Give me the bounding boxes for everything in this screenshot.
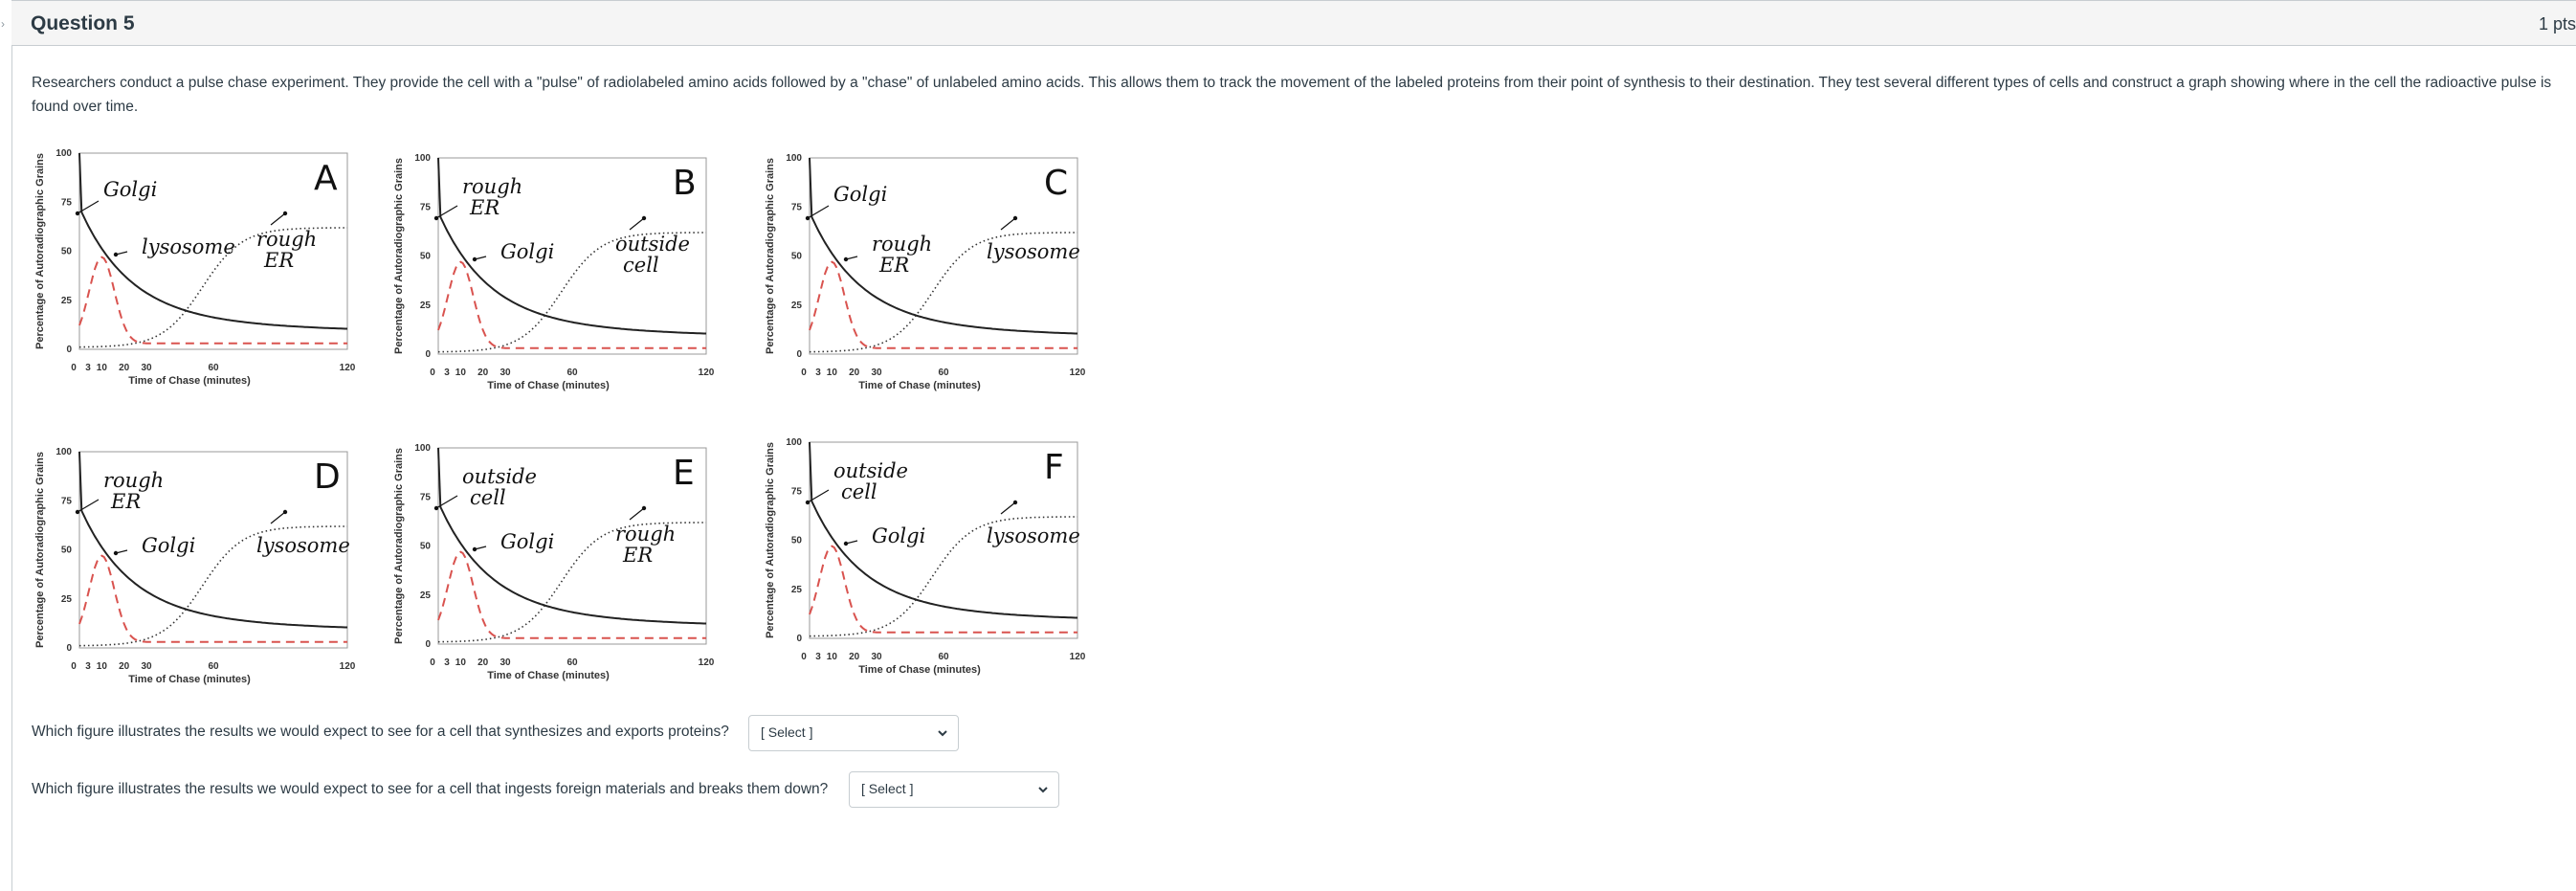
figure-letter: C [1044, 164, 1069, 203]
y-tick-label: 0 [425, 349, 431, 360]
y-tick-label: 100 [786, 153, 802, 164]
dotted-curve-label: cell [623, 254, 659, 277]
arrow-head [283, 212, 287, 215]
solid-curve-label: cell [841, 480, 877, 503]
y-tick-label: 100 [56, 148, 72, 159]
x-tick-label: 120 [1069, 368, 1086, 378]
y-tick-label: 25 [419, 590, 431, 601]
solid-curve-label: Golgi [103, 178, 158, 201]
y-tick-label: 0 [796, 634, 802, 644]
dotted-curve-label: rough [615, 523, 677, 546]
y-tick-label: 0 [66, 345, 72, 355]
y-tick-label: 0 [796, 349, 802, 360]
y-tick-label: 25 [419, 300, 431, 311]
arrow-line [1001, 218, 1015, 230]
solid-curve-label: outside [833, 459, 908, 482]
x-tick-label: 3 [815, 652, 821, 662]
y-axis-label: Percentage of Autoradiographic Grains [34, 452, 46, 648]
pulse-chase-graph [390, 148, 735, 412]
figure-letter: A [314, 159, 338, 198]
y-tick-label: 75 [790, 486, 802, 498]
graph-a [32, 144, 376, 407]
x-tick-label: 10 [826, 368, 837, 378]
dotted-curve-label: rough [256, 228, 318, 251]
answer-select-2[interactable] [849, 771, 1059, 808]
solid-curve-label: ER [470, 196, 500, 219]
x-tick-label: 60 [208, 363, 219, 373]
y-tick-label: 50 [419, 541, 431, 552]
question-header [11, 0, 2576, 46]
x-tick-label: 60 [938, 368, 949, 378]
x-tick-label: 20 [849, 652, 860, 662]
y-tick-label: 100 [414, 153, 431, 164]
arrow-head [642, 216, 646, 220]
y-axis-label: Percentage of Autoradiographic Grains [34, 153, 46, 349]
y-tick-label: 25 [790, 584, 802, 595]
y-axis-label: Percentage of Autoradiographic Grains [393, 158, 405, 354]
arrow-head [76, 212, 79, 215]
arrow-line [271, 213, 285, 225]
y-tick-label: 0 [425, 639, 431, 650]
x-tick-label: 20 [477, 368, 489, 378]
solid-curve-label: ER [111, 490, 142, 513]
arrow-head [434, 216, 438, 220]
chevron-down-icon [1037, 784, 1049, 795]
x-tick-label: 120 [1069, 652, 1086, 662]
dashed-curve-label: Golgi [500, 530, 555, 553]
graph-c [762, 148, 1106, 412]
y-tick-label: 25 [60, 593, 72, 605]
x-tick-label: 30 [500, 657, 511, 668]
y-tick-label: 75 [60, 197, 72, 209]
arrow-line [1001, 502, 1015, 514]
x-tick-label: 30 [500, 368, 511, 378]
arrow-head [844, 257, 848, 261]
y-tick-label: 75 [419, 202, 431, 213]
x-tick-label: 3 [444, 657, 450, 668]
x-tick-label: 60 [208, 661, 219, 672]
arrow-head [806, 216, 810, 220]
x-axis-label: Time of Chase (minutes) [487, 380, 610, 391]
x-tick-label: 20 [849, 368, 860, 378]
x-tick-label: 0 [430, 657, 435, 668]
dashed-curve-label: Golgi [872, 524, 926, 547]
x-tick-label: 10 [455, 368, 466, 378]
y-tick-label: 50 [60, 545, 72, 556]
graph-b [390, 148, 735, 412]
figure-letter: B [673, 164, 697, 203]
solid-curve-label: cell [470, 486, 506, 509]
arrow-head [844, 542, 848, 546]
x-tick-label: 10 [96, 363, 107, 373]
x-tick-label: 10 [826, 652, 837, 662]
figure-letter: D [314, 457, 341, 497]
pulse-chase-graph [762, 148, 1106, 412]
arrow-head [114, 551, 118, 555]
pulse-chase-graph [762, 433, 1106, 696]
solid-curve-label: Golgi [833, 183, 888, 206]
y-tick-label: 75 [60, 496, 72, 507]
arrow-head [114, 253, 118, 256]
solid-curve-label: rough [462, 175, 523, 198]
arrow-head [76, 510, 79, 514]
figure-letter: E [673, 454, 695, 493]
x-tick-label: 3 [444, 368, 450, 378]
x-tick-label: 3 [85, 661, 91, 672]
answer-select-1[interactable] [748, 715, 959, 751]
y-tick-label: 25 [60, 295, 72, 306]
y-tick-label: 100 [56, 447, 72, 457]
x-tick-label: 60 [566, 657, 578, 668]
x-tick-label: 20 [119, 363, 130, 373]
y-tick-label: 100 [786, 437, 802, 448]
y-tick-label: 50 [419, 251, 431, 262]
question-points: 1 pts [2538, 14, 2576, 33]
arrow-head [1013, 501, 1017, 504]
graph-d [32, 442, 376, 705]
arrow-head [283, 510, 287, 514]
x-axis-label: Time of Chase (minutes) [487, 670, 610, 681]
x-tick-label: 0 [801, 652, 807, 662]
x-tick-label: 30 [141, 363, 152, 373]
solid-curve-label: rough [103, 469, 165, 492]
select-value: [ Select ] [761, 724, 813, 740]
graph-f [762, 433, 1106, 696]
y-tick-label: 50 [790, 251, 802, 262]
left-panel-edge [0, 0, 12, 891]
dashed-curve-label: lysosome [142, 235, 235, 258]
question-title: Question 5 [31, 12, 135, 34]
y-tick-label: 100 [414, 443, 431, 454]
y-axis-label: Percentage of Autoradiographic Grains [765, 442, 776, 638]
question-text: Researchers conduct a pulse chase experiment. They provide the cell with a "pulse" of radiolabeled amino acids followed by a "chase" of unlabeled amino acids. This allows them to track the movement of the labeled proteins from their point of synthesis to their destination. They test several different types of cells and construct a graph showing where in the cell the radioactive pulse is found over time. [32, 75, 2552, 115]
x-tick-label: 60 [566, 368, 578, 378]
select-value: [ Select ] [861, 781, 914, 796]
graph-e [390, 438, 735, 702]
solid-curve-label: outside [462, 465, 537, 488]
dotted-curve-label: outside [615, 233, 690, 256]
pulse-chase-graph [32, 144, 376, 407]
x-tick-label: 30 [141, 661, 152, 672]
y-axis-label: Percentage of Autoradiographic Grains [393, 448, 405, 644]
dashed-curve-label: Golgi [500, 240, 555, 263]
arrow-head [642, 506, 646, 510]
figure-letter: F [1044, 448, 1064, 487]
x-tick-label: 20 [119, 661, 130, 672]
x-tick-label: 30 [871, 652, 882, 662]
x-axis-label: Time of Chase (minutes) [858, 380, 981, 391]
x-axis-label: Time of Chase (minutes) [128, 674, 251, 685]
y-tick-label: 25 [790, 300, 802, 311]
x-tick-label: 120 [339, 661, 356, 672]
arrow-head [1013, 216, 1017, 220]
dashed-curve-label: ER [879, 254, 910, 277]
dotted-curve-label: lysosome [256, 534, 350, 557]
x-tick-label: 0 [801, 368, 807, 378]
x-tick-label: 0 [71, 363, 77, 373]
x-tick-label: 3 [815, 368, 821, 378]
dotted-curve-label: ER [264, 249, 295, 272]
y-tick-label: 75 [790, 202, 802, 213]
x-axis-label: Time of Chase (minutes) [128, 375, 251, 387]
x-tick-label: 120 [339, 363, 356, 373]
chevron-right-icon[interactable]: › [1, 17, 5, 31]
pulse-chase-graph [390, 438, 735, 702]
y-tick-label: 50 [790, 535, 802, 546]
x-tick-label: 0 [71, 661, 77, 672]
dashed-curve-label: rough [872, 233, 933, 256]
y-tick-label: 0 [66, 643, 72, 654]
chevron-down-icon [937, 727, 948, 739]
arrow-line [271, 512, 285, 523]
dashed-curve-label: Golgi [142, 534, 196, 557]
prompt-2: Which figure illustrates the results we would expect to see for a cell that ingests foreign materials and breaks them down? [32, 781, 829, 797]
x-tick-label: 60 [938, 652, 949, 662]
arrow-head [434, 506, 438, 510]
x-tick-label: 120 [698, 657, 715, 668]
x-tick-label: 20 [477, 657, 489, 668]
x-tick-label: 30 [871, 368, 882, 378]
y-axis-label: Percentage of Autoradiographic Grains [765, 158, 776, 354]
x-tick-label: 10 [96, 661, 107, 672]
x-tick-label: 0 [430, 368, 435, 378]
y-tick-label: 75 [419, 492, 431, 503]
dotted-curve-label: lysosome [987, 240, 1080, 263]
arrow-head [806, 501, 810, 504]
x-tick-label: 10 [455, 657, 466, 668]
arrow-line [630, 218, 644, 230]
x-axis-label: Time of Chase (minutes) [858, 664, 981, 676]
prompt-1: Which figure illustrates the results we would expect to see for a cell that synthesizes and exports proteins? [32, 724, 729, 740]
x-tick-label: 3 [85, 363, 91, 373]
arrow-head [473, 257, 477, 261]
arrow-line [630, 508, 644, 520]
dotted-curve-label: lysosome [987, 524, 1080, 547]
pulse-chase-graph [32, 442, 376, 705]
y-tick-label: 50 [60, 246, 72, 257]
x-tick-label: 120 [698, 368, 715, 378]
dotted-curve-label: ER [623, 544, 654, 567]
arrow-head [473, 547, 477, 551]
